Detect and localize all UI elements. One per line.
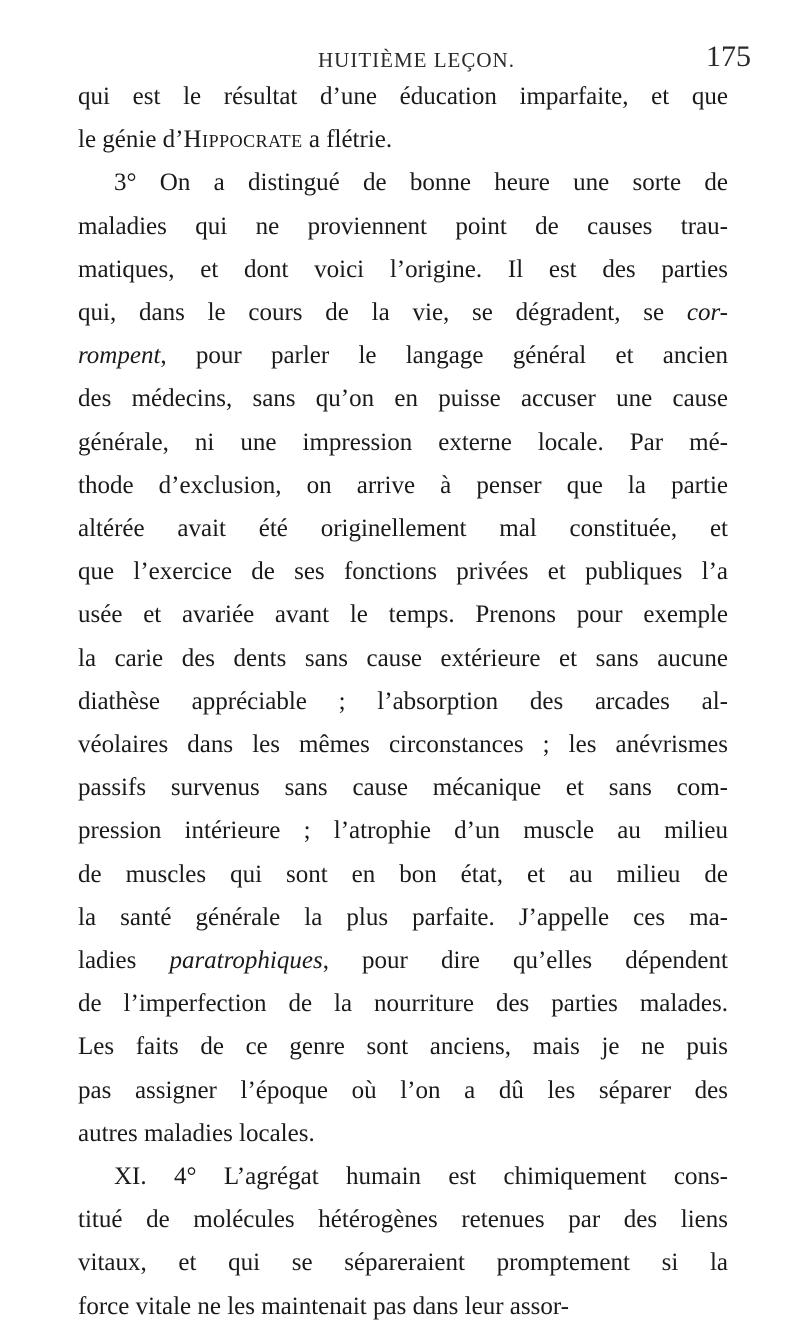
text-line: pression intérieure ; l’atrophie d’un muscle au milieu [78,817,728,845]
text-line: force vitale ne les maintenait pas dans leur assor- [78,1292,569,1320]
italic-term: rompent [78,342,161,370]
text-line: vitaux, et qui se sépareraient promptement si la [78,1249,728,1277]
text-line: 3° On a distingué de bonne heure une sorte de [114,169,728,197]
text-line: véolaires dans les mêmes circonstances ; les anévrismes [78,731,728,758]
text-line: autres maladies locales. [78,1119,315,1147]
author-name: Hippocrate [183,126,303,154]
text-line: que l’exercice de ses fonctions privées et publiques l’a [78,558,728,586]
text-line: des médecins, sans qu’on en puisse accuser une cause [78,385,728,413]
italic-term: paratrophiques [169,947,323,974]
text-line: altérée avait été originellement mal constituée, et [78,515,728,542]
running-head: HUITIÈME LEÇON. [318,48,515,72]
text-line: générale, ni une impression externe locale. Par mé- [78,428,728,456]
text-line: qui, dans le cours de la vie, se dégradent, se cor- [78,299,728,326]
text-line: maladies qui ne proviennent point de causes trau- [78,212,728,240]
text-line: Les faits de ce genre sont anciens, mais je ne puis [78,1033,728,1061]
text-line: la santé générale la plus parfaite. J’appelle ces ma- [78,903,728,931]
page-number: 175 [706,40,751,73]
text-line: le génie d’Hippocrate a flétrie. [78,126,393,154]
text-line: XI. 4° L’agrégat humain est chimiquement cons- [114,1163,728,1190]
text-line: passifs survenus sans cause mécanique et sans com- [78,774,728,802]
text-line: rompent, pour parler le langage général et ancien [78,342,728,370]
text-line: matiques, et dont voici l’origine. Il est des parties [78,255,728,283]
text-line: titué de molécules hétérogènes retenues par des liens [78,1206,728,1234]
text-line: ladies paratrophiques, pour dire qu’elles dépendent [78,947,728,974]
text-line: de muscles qui sont en bon état, et au milieu de [78,860,728,888]
italic-term: cor- [686,299,728,326]
text-line: pas assigner l’époque où l’on a dû les séparer des [78,1076,728,1104]
text-line: qui est le résultat d’une éducation imparfaite, et que [78,83,728,110]
text-line: usée et avariée avant le temps. Prenons pour exemple [78,601,728,629]
text-line: thode d’exclusion, on arrive à penser que la partie [78,471,728,499]
text-line: de l’imperfection de la nourriture des parties malades. [78,990,728,1018]
text-line: la carie des dents sans cause extérieure et sans aucune [78,644,728,672]
text-line: diathèse appréciable ; l’absorption des arcades al- [78,687,728,715]
